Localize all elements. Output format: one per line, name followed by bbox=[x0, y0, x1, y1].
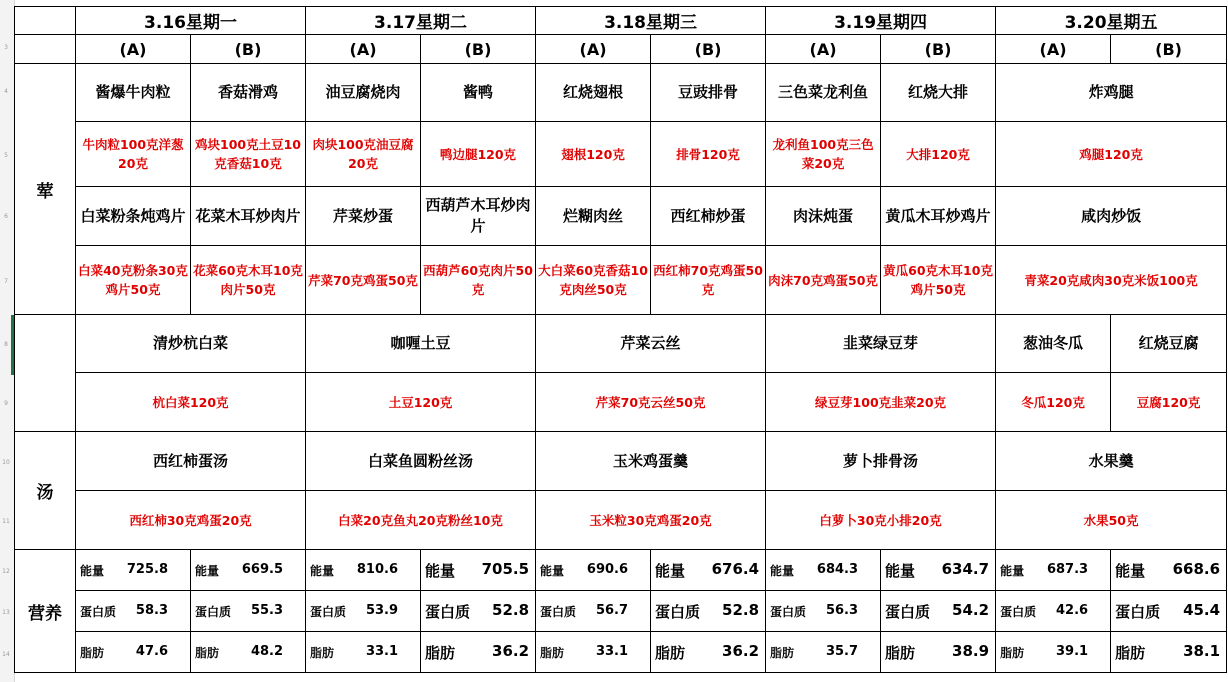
fat-label: 脂肪 bbox=[540, 645, 565, 660]
energy-value: 634.7 bbox=[941, 559, 990, 578]
dish-cell[interactable]: 黄瓜木耳炒鸡片 bbox=[881, 187, 996, 246]
dish-cell[interactable]: 玉米鸡蛋羹 bbox=[536, 432, 766, 491]
energy-value: 705.5 bbox=[481, 559, 530, 578]
dish-cell[interactable]: 萝卜排骨汤 bbox=[766, 432, 996, 491]
energy-value: 687.3 bbox=[1046, 561, 1089, 577]
protein-value: 54.2 bbox=[952, 600, 990, 619]
meat-dish-row-2 bbox=[15, 187, 1227, 246]
dish-cell[interactable]: 花菜木耳炒肉片 bbox=[191, 187, 306, 246]
dish-cell[interactable]: 香菇滑鸡 bbox=[191, 64, 306, 122]
nutrition-cell[interactable] bbox=[651, 591, 766, 632]
nutrition-cell[interactable] bbox=[881, 632, 996, 673]
ingredient-cell[interactable]: 白菜40克粉条30克鸡片50克 bbox=[76, 246, 191, 315]
energy-label: 能量 bbox=[1000, 563, 1025, 578]
option-a-header[interactable]: (A) bbox=[306, 35, 421, 64]
row-number: 5 bbox=[4, 152, 8, 159]
ingredient-cell[interactable]: 黄瓜60克木耳10克鸡片50克 bbox=[881, 246, 996, 315]
protein-value: 53.9 bbox=[365, 602, 399, 618]
ingredient-cell[interactable]: 花菜60克木耳10克肉片50克 bbox=[191, 246, 306, 315]
ingredient-cell[interactable]: 龙利鱼100克三色菜20克 bbox=[766, 122, 881, 187]
ingredient-cell[interactable]: 青菜20克咸肉30克米饭100克 bbox=[996, 246, 1227, 315]
energy-value: 690.6 bbox=[586, 561, 629, 577]
soup-dish-row bbox=[15, 432, 1227, 491]
protein-label: 蛋白质 bbox=[425, 602, 471, 621]
dish-cell[interactable]: 咸肉炒饭 bbox=[996, 187, 1227, 246]
ingredient-cell[interactable]: 肉沫70克鸡蛋50克 bbox=[766, 246, 881, 315]
row-number: 6 bbox=[4, 213, 8, 220]
fat-value: 33.1 bbox=[365, 643, 399, 659]
nutrition-cell[interactable] bbox=[1111, 632, 1227, 673]
category-nutrition[interactable]: 营养 bbox=[15, 550, 76, 673]
energy-value: 684.3 bbox=[816, 561, 859, 577]
day-header[interactable]: 3.18星期三 bbox=[536, 7, 766, 35]
nutrition-protein-row bbox=[15, 591, 1227, 632]
row-number: 4 bbox=[4, 88, 8, 95]
row-number: 7 bbox=[4, 278, 8, 285]
ingredient-cell[interactable]: 鸡腿120克 bbox=[996, 122, 1227, 187]
row-number: 3 bbox=[4, 44, 8, 51]
dish-cell[interactable]: 白菜鱼圆粉丝汤 bbox=[306, 432, 536, 491]
dish-cell[interactable]: 咖喱土豆 bbox=[306, 315, 536, 373]
row-number: 13 bbox=[2, 609, 10, 616]
dish-cell[interactable]: 水果羹 bbox=[996, 432, 1227, 491]
day-header[interactable]: 3.20星期五 bbox=[996, 7, 1227, 35]
protein-label: 蛋白质 bbox=[80, 604, 117, 619]
fat-value: 39.1 bbox=[1055, 643, 1089, 659]
protein-label: 蛋白质 bbox=[885, 602, 931, 621]
row-header-gutter bbox=[0, 0, 15, 682]
nutrition-cell[interactable] bbox=[306, 632, 421, 673]
row-number: 14 bbox=[2, 651, 10, 658]
nutrition-cell[interactable] bbox=[881, 550, 996, 591]
nutrition-cell[interactable] bbox=[76, 550, 191, 591]
nutrition-cell[interactable] bbox=[766, 632, 881, 673]
corner-cell[interactable] bbox=[15, 7, 76, 35]
energy-label: 能量 bbox=[885, 561, 916, 580]
nutrition-cell[interactable] bbox=[306, 591, 421, 632]
ingredient-cell[interactable]: 豆腐120克 bbox=[1111, 373, 1227, 432]
nutrition-energy-row bbox=[15, 550, 1227, 591]
fat-label: 脂肪 bbox=[1115, 643, 1146, 662]
nutrition-cell[interactable] bbox=[76, 632, 191, 673]
meat-ingredient-row-2 bbox=[15, 246, 1227, 315]
veg-ingredient-row bbox=[15, 373, 1227, 432]
ingredient-cell[interactable]: 鸭边腿120克 bbox=[421, 122, 536, 187]
fat-label: 脂肪 bbox=[655, 643, 686, 662]
nutrition-cell[interactable] bbox=[766, 550, 881, 591]
category-veg-empty[interactable] bbox=[15, 315, 76, 432]
row-number: 9 bbox=[4, 400, 8, 407]
nutrition-cell[interactable] bbox=[1111, 550, 1227, 591]
nutrition-cell[interactable] bbox=[191, 550, 306, 591]
soup-ingredient-row bbox=[15, 491, 1227, 550]
row-number: 11 bbox=[2, 518, 10, 525]
fat-value: 48.2 bbox=[250, 643, 284, 659]
ingredient-cell[interactable]: 白萝卜30克小排20克 bbox=[766, 491, 996, 550]
energy-label: 能量 bbox=[770, 563, 795, 578]
dish-cell[interactable]: 韭菜绿豆芽 bbox=[766, 315, 996, 373]
energy-label: 能量 bbox=[195, 563, 220, 578]
nutrition-cell[interactable] bbox=[421, 591, 536, 632]
energy-label: 能量 bbox=[655, 561, 686, 580]
fat-label: 脂肪 bbox=[425, 643, 456, 662]
fat-label: 脂肪 bbox=[310, 645, 335, 660]
option-a-header[interactable]: (A) bbox=[996, 35, 1111, 64]
energy-label: 能量 bbox=[80, 563, 105, 578]
energy-value: 668.6 bbox=[1172, 559, 1221, 578]
protein-value: 52.8 bbox=[722, 600, 760, 619]
weekly-menu-table bbox=[14, 6, 1227, 673]
energy-label: 能量 bbox=[310, 563, 335, 578]
fat-label: 脂肪 bbox=[770, 645, 795, 660]
protein-label: 蛋白质 bbox=[195, 604, 232, 619]
nutrition-cell[interactable] bbox=[651, 632, 766, 673]
option-b-header[interactable]: (B) bbox=[881, 35, 996, 64]
fat-label: 脂肪 bbox=[1000, 645, 1025, 660]
meat-ingredient-row-1 bbox=[15, 122, 1227, 187]
nutrition-cell[interactable] bbox=[996, 632, 1111, 673]
nutrition-cell[interactable] bbox=[881, 591, 996, 632]
option-a-header[interactable]: (A) bbox=[766, 35, 881, 64]
nutrition-cell[interactable] bbox=[536, 550, 651, 591]
fat-label: 脂肪 bbox=[80, 645, 105, 660]
protein-value: 45.4 bbox=[1183, 600, 1221, 619]
nutrition-cell[interactable] bbox=[306, 550, 421, 591]
fat-value: 36.2 bbox=[722, 641, 760, 660]
protein-label: 蛋白质 bbox=[1115, 602, 1161, 621]
ingredient-cell[interactable]: 土豆120克 bbox=[306, 373, 536, 432]
protein-value: 56.3 bbox=[825, 602, 859, 618]
protein-label: 蛋白质 bbox=[1000, 604, 1037, 619]
energy-value: 676.4 bbox=[711, 559, 760, 578]
ingredient-cell[interactable]: 西红柿70克鸡蛋50克 bbox=[651, 246, 766, 315]
nutrition-fat-row bbox=[15, 632, 1227, 673]
nutrition-cell[interactable] bbox=[536, 632, 651, 673]
category-meat[interactable]: 荤 bbox=[15, 64, 76, 315]
ingredient-cell[interactable]: 芹菜70克云丝50克 bbox=[536, 373, 766, 432]
fat-value: 33.1 bbox=[595, 643, 629, 659]
protein-value: 55.3 bbox=[250, 602, 284, 618]
fat-value: 38.9 bbox=[952, 641, 990, 660]
option-header-row bbox=[15, 35, 1227, 64]
dish-cell[interactable]: 红烧大排 bbox=[881, 64, 996, 122]
fat-value: 47.6 bbox=[135, 643, 168, 659]
protein-value: 58.3 bbox=[135, 602, 168, 618]
day-header[interactable]: 3.16星期一 bbox=[76, 7, 306, 35]
ingredient-cell[interactable]: 鸡块100克土豆10克香菇10克 bbox=[191, 122, 306, 187]
date-header-row bbox=[15, 7, 1227, 35]
dish-cell[interactable]: 白菜粉条炖鸡片 bbox=[76, 187, 191, 246]
nutrition-cell[interactable] bbox=[421, 550, 536, 591]
ingredient-cell[interactable]: 白菜20克鱼丸20克粉丝10克 bbox=[306, 491, 536, 550]
dish-cell[interactable]: 西红柿炒蛋 bbox=[651, 187, 766, 246]
fat-label: 脂肪 bbox=[885, 643, 916, 662]
day-header[interactable]: 3.19星期四 bbox=[766, 7, 996, 35]
row-number: 8 bbox=[4, 341, 8, 348]
ingredient-cell[interactable]: 水果50克 bbox=[996, 491, 1227, 550]
option-b-header[interactable]: (B) bbox=[1111, 35, 1227, 64]
energy-value: 725.8 bbox=[126, 561, 168, 577]
ingredient-cell[interactable]: 排骨120克 bbox=[651, 122, 766, 187]
ingredient-cell[interactable]: 芹菜70克鸡蛋50克 bbox=[306, 246, 421, 315]
ingredient-cell[interactable]: 大排120克 bbox=[881, 122, 996, 187]
ingredient-cell[interactable]: 翅根120克 bbox=[536, 122, 651, 187]
protein-value: 42.6 bbox=[1055, 602, 1089, 618]
fat-value: 38.1 bbox=[1183, 641, 1221, 660]
fat-label: 脂肪 bbox=[195, 645, 220, 660]
nutrition-cell[interactable] bbox=[191, 632, 306, 673]
energy-label: 能量 bbox=[1115, 561, 1146, 580]
dish-cell[interactable]: 油豆腐烧肉 bbox=[306, 64, 421, 122]
nutrition-cell[interactable] bbox=[996, 591, 1111, 632]
energy-label: 能量 bbox=[425, 561, 456, 580]
protein-label: 蛋白质 bbox=[540, 604, 577, 619]
ingredient-cell[interactable]: 绿豆芽100克韭菜20克 bbox=[766, 373, 996, 432]
option-a-header[interactable]: (A) bbox=[536, 35, 651, 64]
dish-cell[interactable]: 肉沫炖蛋 bbox=[766, 187, 881, 246]
day-header[interactable]: 3.17星期二 bbox=[306, 7, 536, 35]
energy-value: 669.5 bbox=[241, 561, 284, 577]
empty-cell[interactable] bbox=[15, 35, 76, 64]
option-b-header[interactable]: (B) bbox=[651, 35, 766, 64]
dish-cell[interactable]: 西葫芦木耳炒肉片 bbox=[421, 187, 536, 246]
ingredient-cell[interactable]: 冬瓜120克 bbox=[996, 373, 1111, 432]
dish-cell[interactable]: 酱鸭 bbox=[421, 64, 536, 122]
ingredient-cell[interactable]: 大白菜60克香菇10克肉丝50克 bbox=[536, 246, 651, 315]
dish-cell[interactable]: 葱油冬瓜 bbox=[996, 315, 1111, 373]
veg-dish-row bbox=[15, 315, 1227, 373]
dish-cell[interactable]: 红烧豆腐 bbox=[1111, 315, 1227, 373]
dish-cell[interactable]: 芹菜炒蛋 bbox=[306, 187, 421, 246]
dish-cell[interactable]: 红烧翅根 bbox=[536, 64, 651, 122]
energy-value: 810.6 bbox=[356, 561, 399, 577]
fat-value: 35.7 bbox=[825, 643, 859, 659]
protein-value: 52.8 bbox=[492, 600, 530, 619]
ingredient-cell[interactable]: 杭白菜120克 bbox=[76, 373, 306, 432]
protein-label: 蛋白质 bbox=[655, 602, 701, 621]
dish-cell[interactable]: 芹菜云丝 bbox=[536, 315, 766, 373]
category-soup[interactable]: 汤 bbox=[15, 432, 76, 550]
nutrition-cell[interactable] bbox=[1111, 591, 1227, 632]
option-b-header[interactable]: (B) bbox=[191, 35, 306, 64]
row-number: 12 bbox=[2, 568, 10, 575]
dish-cell[interactable]: 西红柿蛋汤 bbox=[76, 432, 306, 491]
fat-value: 36.2 bbox=[492, 641, 530, 660]
dish-cell[interactable]: 清炒杭白菜 bbox=[76, 315, 306, 373]
ingredient-cell[interactable]: 玉米粒30克鸡蛋20克 bbox=[536, 491, 766, 550]
dish-cell[interactable]: 豆豉排骨 bbox=[651, 64, 766, 122]
ingredient-cell[interactable]: 西葫芦60克肉片50克 bbox=[421, 246, 536, 315]
nutrition-cell[interactable] bbox=[766, 591, 881, 632]
protein-value: 56.7 bbox=[595, 602, 629, 618]
protein-label: 蛋白质 bbox=[310, 604, 347, 619]
nutrition-cell[interactable] bbox=[76, 591, 191, 632]
ingredient-cell[interactable]: 西红柿30克鸡蛋20克 bbox=[76, 491, 306, 550]
dish-cell[interactable]: 酱爆牛肉粒 bbox=[76, 64, 191, 122]
meat-dish-row-1 bbox=[15, 64, 1227, 122]
energy-label: 能量 bbox=[540, 563, 565, 578]
ingredient-cell[interactable]: 肉块100克油豆腐20克 bbox=[306, 122, 421, 187]
nutrition-cell[interactable] bbox=[651, 550, 766, 591]
dish-cell[interactable]: 烂糊肉丝 bbox=[536, 187, 651, 246]
dish-cell[interactable]: 三色菜龙利鱼 bbox=[766, 64, 881, 122]
option-b-header[interactable]: (B) bbox=[421, 35, 536, 64]
row-number: 10 bbox=[2, 459, 10, 466]
nutrition-cell[interactable] bbox=[536, 591, 651, 632]
nutrition-cell[interactable] bbox=[421, 632, 536, 673]
protein-label: 蛋白质 bbox=[770, 604, 807, 619]
dish-cell[interactable]: 炸鸡腿 bbox=[996, 64, 1227, 122]
nutrition-cell[interactable] bbox=[996, 550, 1111, 591]
option-a-header[interactable]: (A) bbox=[76, 35, 191, 64]
ingredient-cell[interactable]: 牛肉粒100克洋葱20克 bbox=[76, 122, 191, 187]
nutrition-cell[interactable] bbox=[191, 591, 306, 632]
